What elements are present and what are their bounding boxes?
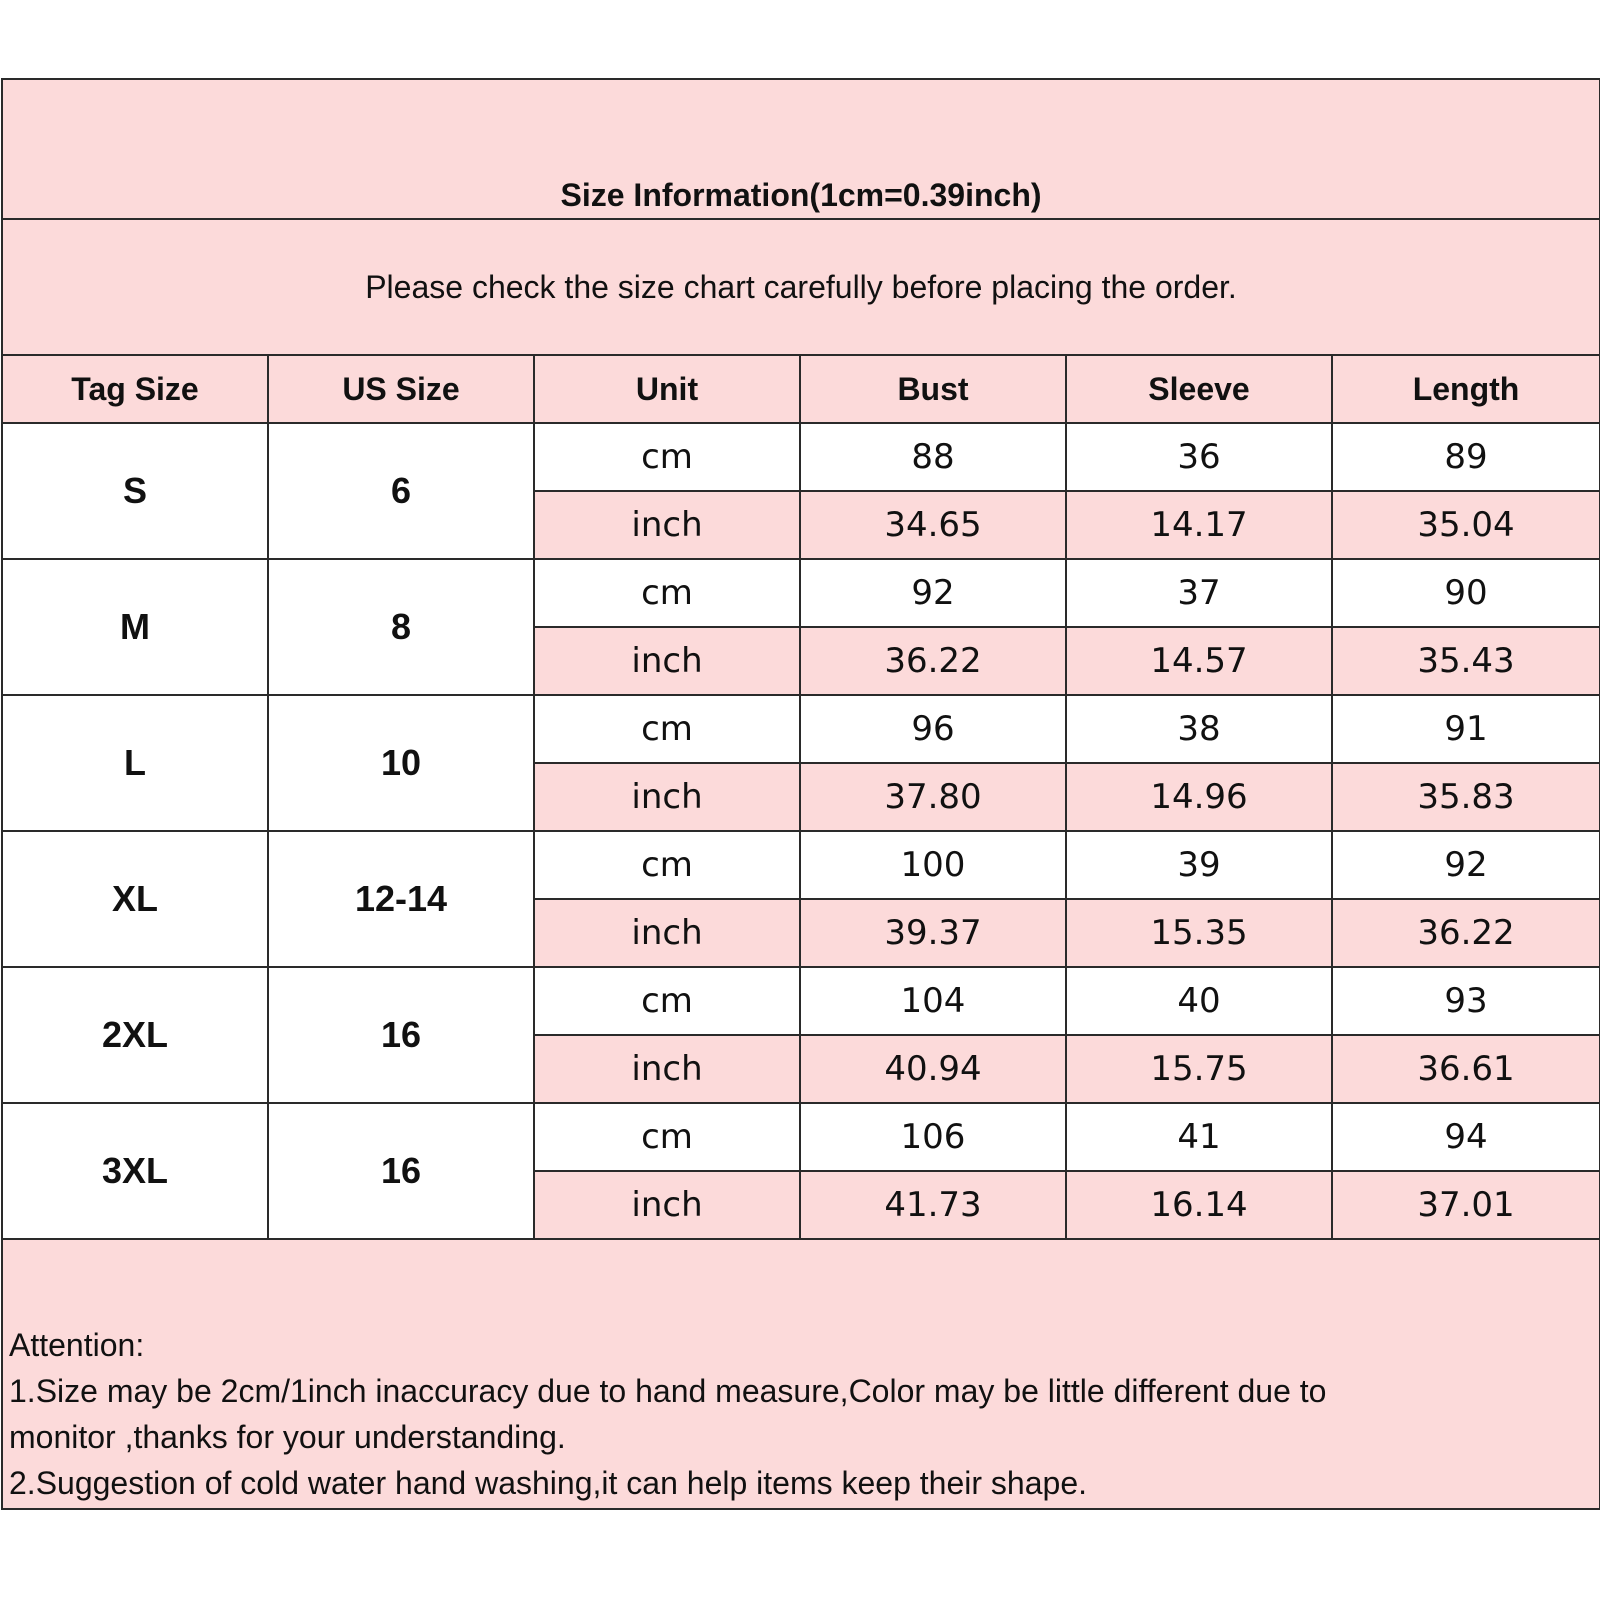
us-size-cell: 6	[268, 423, 534, 559]
sleeve-cell: 15.75	[1066, 1035, 1332, 1103]
unit-cell: cm	[534, 967, 800, 1035]
bust-cell: 104	[800, 967, 1066, 1035]
length-cell: 35.43	[1332, 627, 1600, 695]
us-size-cell: 12-14	[268, 831, 534, 967]
notes-line: monitor ,thanks for your understanding.	[9, 1419, 566, 1455]
sleeve-cell: 37	[1066, 559, 1332, 627]
tag-size-cell: L	[2, 695, 268, 831]
sleeve-cell: 15.35	[1066, 899, 1332, 967]
unit-cell: cm	[534, 695, 800, 763]
us-size-cell: 8	[268, 559, 534, 695]
bust-cell: 92	[800, 559, 1066, 627]
bust-cell: 37.80	[800, 763, 1066, 831]
us-size-cell: 10	[268, 695, 534, 831]
tag-size-cell: S	[2, 423, 268, 559]
unit-cell: inch	[534, 1171, 800, 1239]
bust-cell: 88	[800, 423, 1066, 491]
length-cell: 35.83	[1332, 763, 1600, 831]
table-row	[2, 1103, 1600, 1171]
unit-cell: inch	[534, 627, 800, 695]
us-size-cell: 16	[268, 967, 534, 1103]
notes-heading: Attention:	[9, 1327, 145, 1363]
header-us-size: US Size	[268, 355, 534, 423]
notes-line: 2.Suggestion of cold water hand washing,it can help items keep their shape.	[9, 1465, 1087, 1501]
unit-cell: inch	[534, 1035, 800, 1103]
length-cell: 91	[1332, 695, 1600, 763]
bust-cell: 36.22	[800, 627, 1066, 695]
length-cell: 90	[1332, 559, 1600, 627]
unit-cell: cm	[534, 559, 800, 627]
sleeve-cell: 14.17	[1066, 491, 1332, 559]
sleeve-cell: 38	[1066, 695, 1332, 763]
table-row	[2, 695, 1600, 763]
bust-cell: 34.65	[800, 491, 1066, 559]
us-size-cell: 16	[268, 1103, 534, 1239]
sleeve-cell: 14.57	[1066, 627, 1332, 695]
header-length: Length	[1332, 355, 1600, 423]
sleeve-cell: 39	[1066, 831, 1332, 899]
notes-line: 1.Size may be 2cm/1inch inaccuracy due to hand measure,Color may be little different due to	[9, 1373, 1327, 1409]
sleeve-cell: 14.96	[1066, 763, 1332, 831]
bust-cell: 100	[800, 831, 1066, 899]
bust-cell: 106	[800, 1103, 1066, 1171]
length-cell: 92	[1332, 831, 1600, 899]
table-row	[2, 423, 1600, 491]
unit-cell: cm	[534, 1103, 800, 1171]
unit-cell: inch	[534, 763, 800, 831]
sleeve-cell: 36	[1066, 423, 1332, 491]
tag-size-cell: 3XL	[2, 1103, 268, 1239]
size-chart-table	[1, 78, 1600, 1510]
table-subtitle: Please check the size chart carefully before placing the order.	[2, 219, 1600, 355]
tag-size-cell: 2XL	[2, 967, 268, 1103]
sleeve-cell: 41	[1066, 1103, 1332, 1171]
sleeve-cell: 16.14	[1066, 1171, 1332, 1239]
table-row	[2, 831, 1600, 899]
length-cell: 89	[1332, 423, 1600, 491]
table-row	[2, 559, 1600, 627]
length-cell: 35.04	[1332, 491, 1600, 559]
table-title: Size Information(1cm=0.39inch)	[2, 79, 1600, 219]
bust-cell: 96	[800, 695, 1066, 763]
unit-cell: cm	[534, 831, 800, 899]
length-cell: 37.01	[1332, 1171, 1600, 1239]
header-tag-size: Tag Size	[2, 355, 268, 423]
length-cell: 36.61	[1332, 1035, 1600, 1103]
header-sleeve: Sleeve	[1066, 355, 1332, 423]
tag-size-cell: XL	[2, 831, 268, 967]
header-row	[2, 355, 1600, 423]
unit-cell: inch	[534, 899, 800, 967]
unit-cell: inch	[534, 491, 800, 559]
length-cell: 36.22	[1332, 899, 1600, 967]
header-bust: Bust	[800, 355, 1066, 423]
attention-notes	[2, 1239, 1600, 1509]
unit-cell: cm	[534, 423, 800, 491]
tag-size-cell: M	[2, 559, 268, 695]
table-row	[2, 967, 1600, 1035]
header-unit: Unit	[534, 355, 800, 423]
length-cell: 93	[1332, 967, 1600, 1035]
bust-cell: 41.73	[800, 1171, 1066, 1239]
length-cell: 94	[1332, 1103, 1600, 1171]
bust-cell: 39.37	[800, 899, 1066, 967]
bust-cell: 40.94	[800, 1035, 1066, 1103]
sleeve-cell: 40	[1066, 967, 1332, 1035]
